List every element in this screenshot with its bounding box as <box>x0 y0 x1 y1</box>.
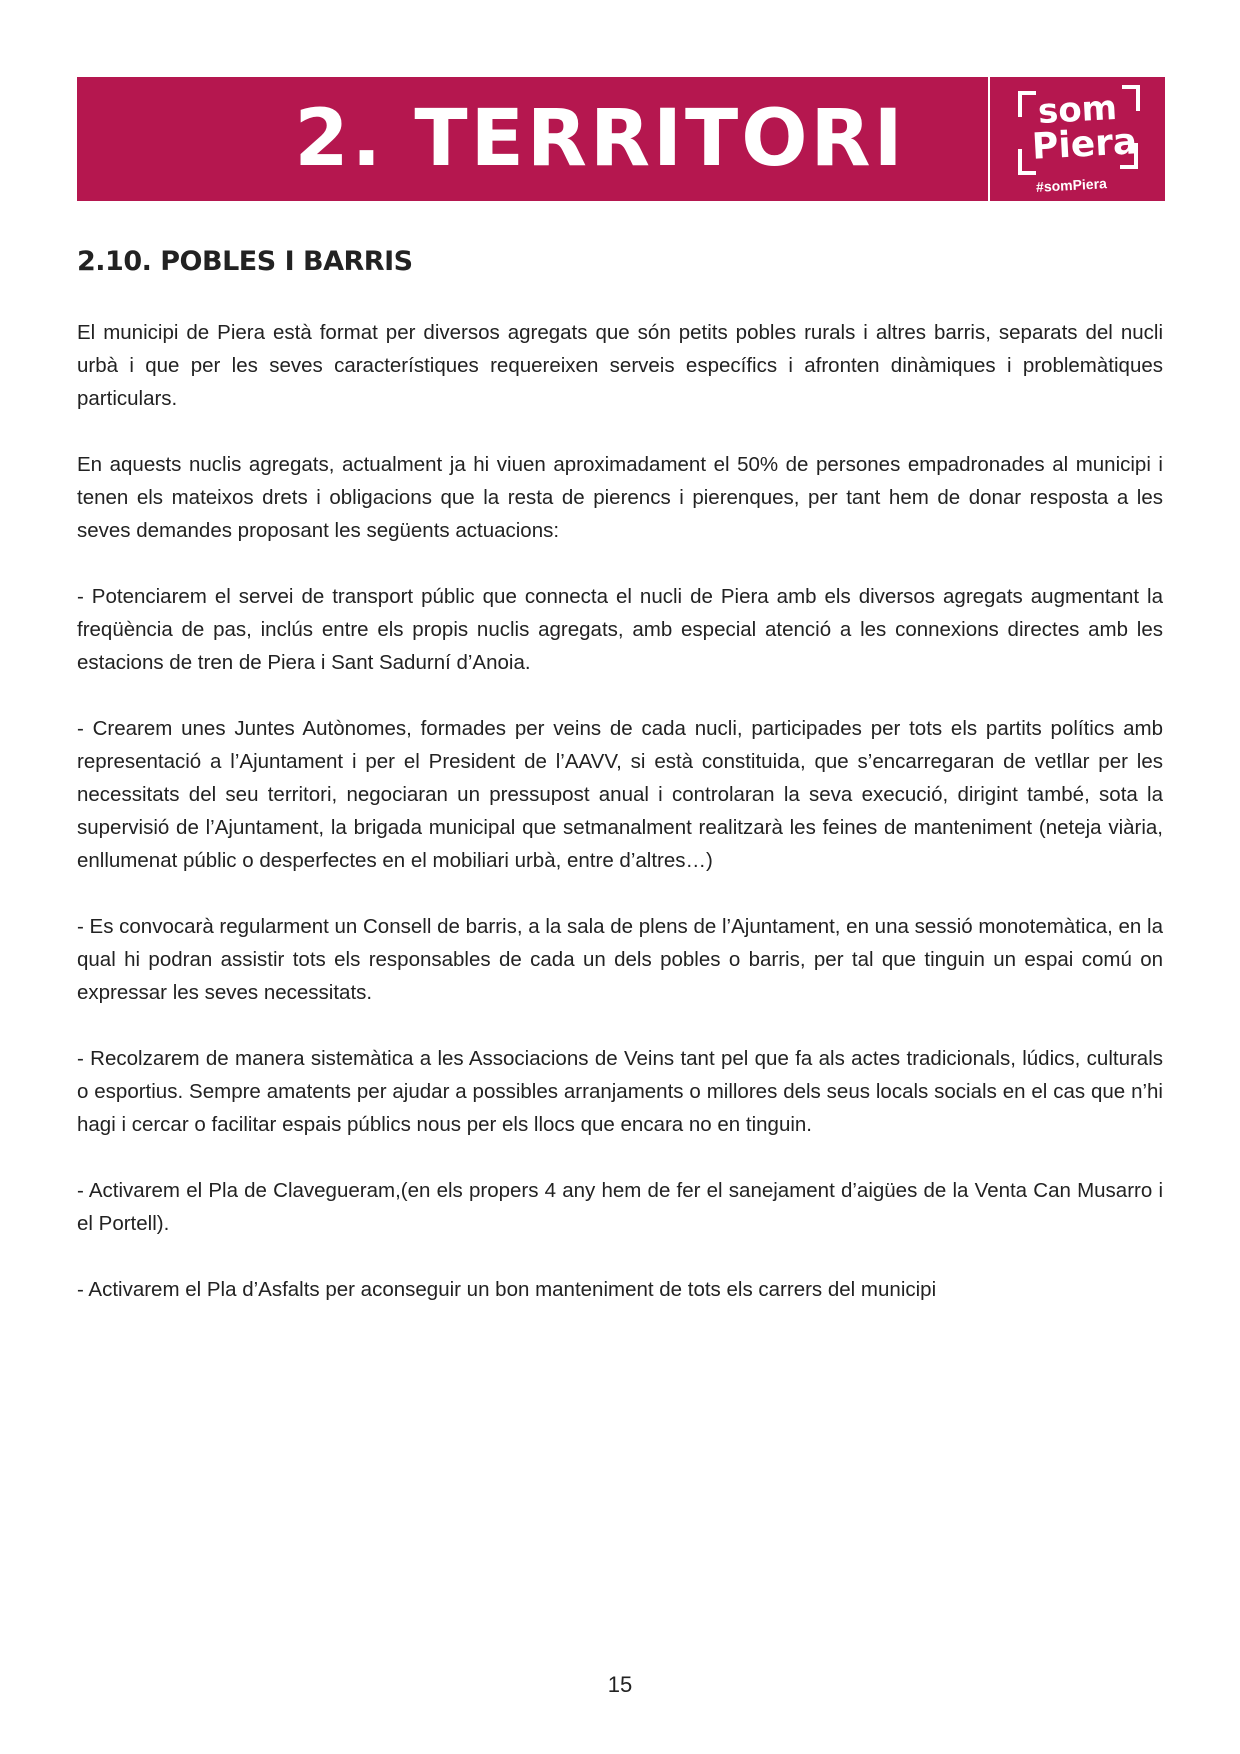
paragraph-clavegueram: - Activarem el Pla de Clavegueram,(en els propers 4 any hem de fer el sanejament d’aigües de la Venta Can Musarro i el Portell). <box>77 1179 1163 1235</box>
body-text <box>77 316 1163 1339</box>
paragraph-asfalts: - Activarem el Pla d’Asfalts per aconseguir un bon manteniment de tots els carrers del municipi <box>77 1278 937 1301</box>
logo-hashtag: #somPiera <box>1035 175 1108 195</box>
logo-text-piera: Piera <box>1030 121 1139 168</box>
logo-bracket-top-right <box>1122 85 1140 111</box>
paragraph-intro: El municipi de Piera està format per diversos agregats que són petits pobles rurals i altres barris, separats del nucli urbà i que per les seves característiques requereixen serveis específics i afronten dinàmiques i problemàtiques particulars. <box>77 321 1163 410</box>
section-title: 2.10. POBLES I BARRIS <box>77 246 413 277</box>
logo-text-som: som <box>1037 87 1119 133</box>
chapter-title: 2. TERRITORI <box>294 94 906 184</box>
paragraph-associacions: - Recolzarem de manera sistemàtica a les Associacions de Veins tant pel que fa als actes tradicionals, lúdics, culturals o esportius. Sempre amatents per ajudar a possibles arranjaments o millores dels seus locals socials en el cas que n’hi hagi i cercar o facilitar espais públics nous per els llocs que encara no en tinguin. <box>77 1047 1163 1136</box>
page-number: 15 <box>607 1672 633 1697</box>
paragraph-transport: - Potenciarem el servei de transport públic que connecta el nucli de Piera amb els diversos agregats augmentant la freqüència de pas, inclús entre els propis nuclis agregats, amb especial atenció a les connexions directes amb les estacions de tren de Piera i Sant Sadurní d’Anoia. <box>77 585 1163 674</box>
logo-bracket-top-left <box>1018 91 1036 117</box>
paragraph-consell: - Es convocarà regularment un Consell de barris, a la sala de plens de l’Ajuntament, en una sessió monotemàtica, en la qual hi podran assistir tots els responsables de cada un dels pobles o barris, per tal que tinguin un espai comú on expressar les seves necessitats. <box>77 915 1163 1004</box>
paragraph-context: En aquests nuclis agregats, actualment ja hi viuen aproximadament el 50% de persones empadronades al municipi i tenen els mateixos drets i obligacions que la resta de pierencs i pierenques, per tant hem de donar resposta a les seves demandes proposant les següents actuacions: <box>77 453 1163 542</box>
paragraph-juntes: - Crearem unes Juntes Autònomes, formades per veins de cada nucli, participades per tots els partits polítics amb representació a l’Ajuntament i per el President de l’AAVV, si està constituida, que s’encarregaran de vetllar per les necessitats del seu territori, negociaran un pressupost anual i controlaran la seva execució, dirigint també, sota la supervisió de l’Ajuntament, la brigada municipal que setmanalment realitzarà les feines de manteniment (neteja viària, enllumenat públic o desperfectes en el mobiliari urbà, entre d’altres…) <box>77 717 1163 872</box>
som-piera-logo <box>988 77 1165 201</box>
